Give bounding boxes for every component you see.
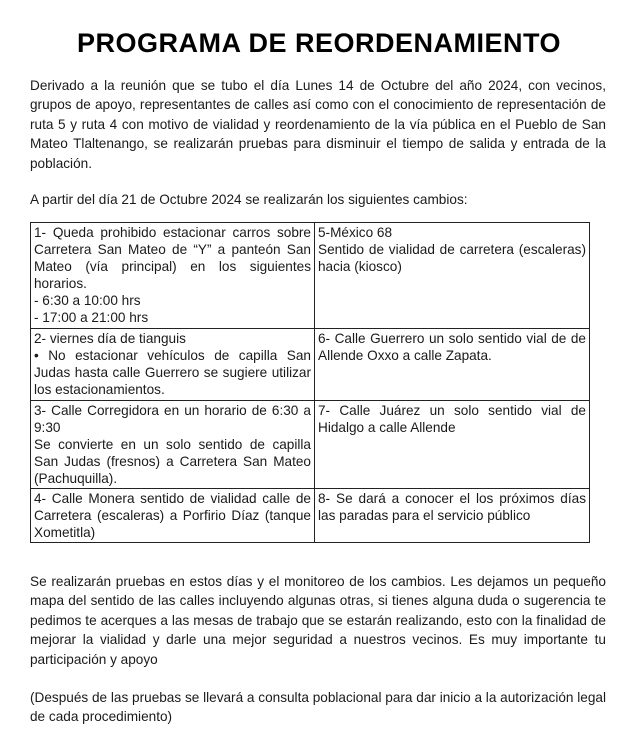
- table-row: [31, 329, 590, 401]
- note-paragraph: (Después de las pruebas se llevará a consulta poblacional para dar inicio a la autorización legal de cada procedimiento): [30, 690, 606, 725]
- change-1-text: 1- Queda prohibido estacionar carros sobre Carretera San Mateo de “Y” a panteón San Mateo (vía principal) en los siguientes horarios.: [34, 225, 311, 291]
- table-row: [31, 489, 590, 543]
- change-6-text: 6- Calle Guerrero un solo sentido vial de de Allende Oxxo a calle Zapata.: [318, 331, 586, 363]
- change-5-text: Sentido de vialidad de carretera (escaleras) hacia (kiosco): [318, 242, 586, 274]
- change-cell-3: [31, 401, 315, 489]
- change-1-time-1: - 6:30 a 10:00 hrs: [34, 293, 141, 308]
- change-cell-5: [315, 223, 590, 329]
- change-cell-6: [315, 329, 590, 401]
- change-cell-8: [315, 489, 590, 543]
- change-cell-4: [31, 489, 315, 543]
- change-1-time-2: - 17:00 a 21:00 hrs: [34, 310, 149, 325]
- table-row: [31, 223, 590, 329]
- change-cell-1: [31, 223, 315, 329]
- change-7-text: 7- Calle Juárez un solo sentido vial de Hidalgo a calle Allende: [318, 403, 586, 435]
- change-4-text: 4- Calle Monera sentido de vialidad calle de Carretera (escaleras) a Porfirio Díaz (tanque Xometitla): [34, 491, 311, 540]
- change-8-text: 8- Se dará a conocer el los próximos días las paradas para el servicio público: [318, 491, 586, 523]
- change-cell-2: [31, 329, 315, 401]
- change-2-text: • No estacionar vehículos de capilla San Judas hasta calle Guerrero se sugiere utilizar los estacionamientos.: [34, 348, 311, 397]
- intro-paragraph: Derivado a la reunión que se tubo el día Lunes 14 de Octubre del año 2024, con vecinos, grupos de apoyo, representantes de calles así como con el conocimiento de representación de ruta 5 y ruta 4 con motivo de vialidad y reordenamiento de la vía pública en el Pueblo de San Mateo Tlaltenango, se realizarán pruebas para disminuir el tiempo de salida y entrada de la población.: [30, 78, 606, 171]
- change-3-text-2: Se convierte en un solo sentido de capilla San Judas (fresnos) a Carretera San Mateo (Pachuquilla).: [34, 437, 311, 486]
- lead-paragraph: A partir del día 21 de Octubre 2024 se realizarán los siguientes cambios:: [30, 192, 468, 207]
- table-row: [31, 401, 590, 489]
- document-title: PROGRAMA DE REORDENAMIENTO: [76, 28, 562, 58]
- change-cell-7: [315, 401, 590, 489]
- changes-table: [30, 222, 590, 543]
- change-3-text: 3- Calle Corregidora en un horario de 6:30 a 9:30: [34, 403, 311, 435]
- change-5-heading: 5-México 68: [318, 225, 393, 240]
- closing-paragraph: Se realizarán pruebas en estos días y el monitoreo de los cambios. Les dejamos un pequeño mapa del sentido de las calles incluyendo algunas otras, si tienes alguna duda o sugerencia te pedimos te acerques a las mesas de trabajo que se estarán realizando, esto con la finalidad de mejorar la vialidad y darle una mejor seguridad a nuestros vecinos. Es muy importante tu participación y apoyo: [30, 574, 606, 667]
- change-2-heading: 2- viernes día de tianguis: [34, 331, 186, 346]
